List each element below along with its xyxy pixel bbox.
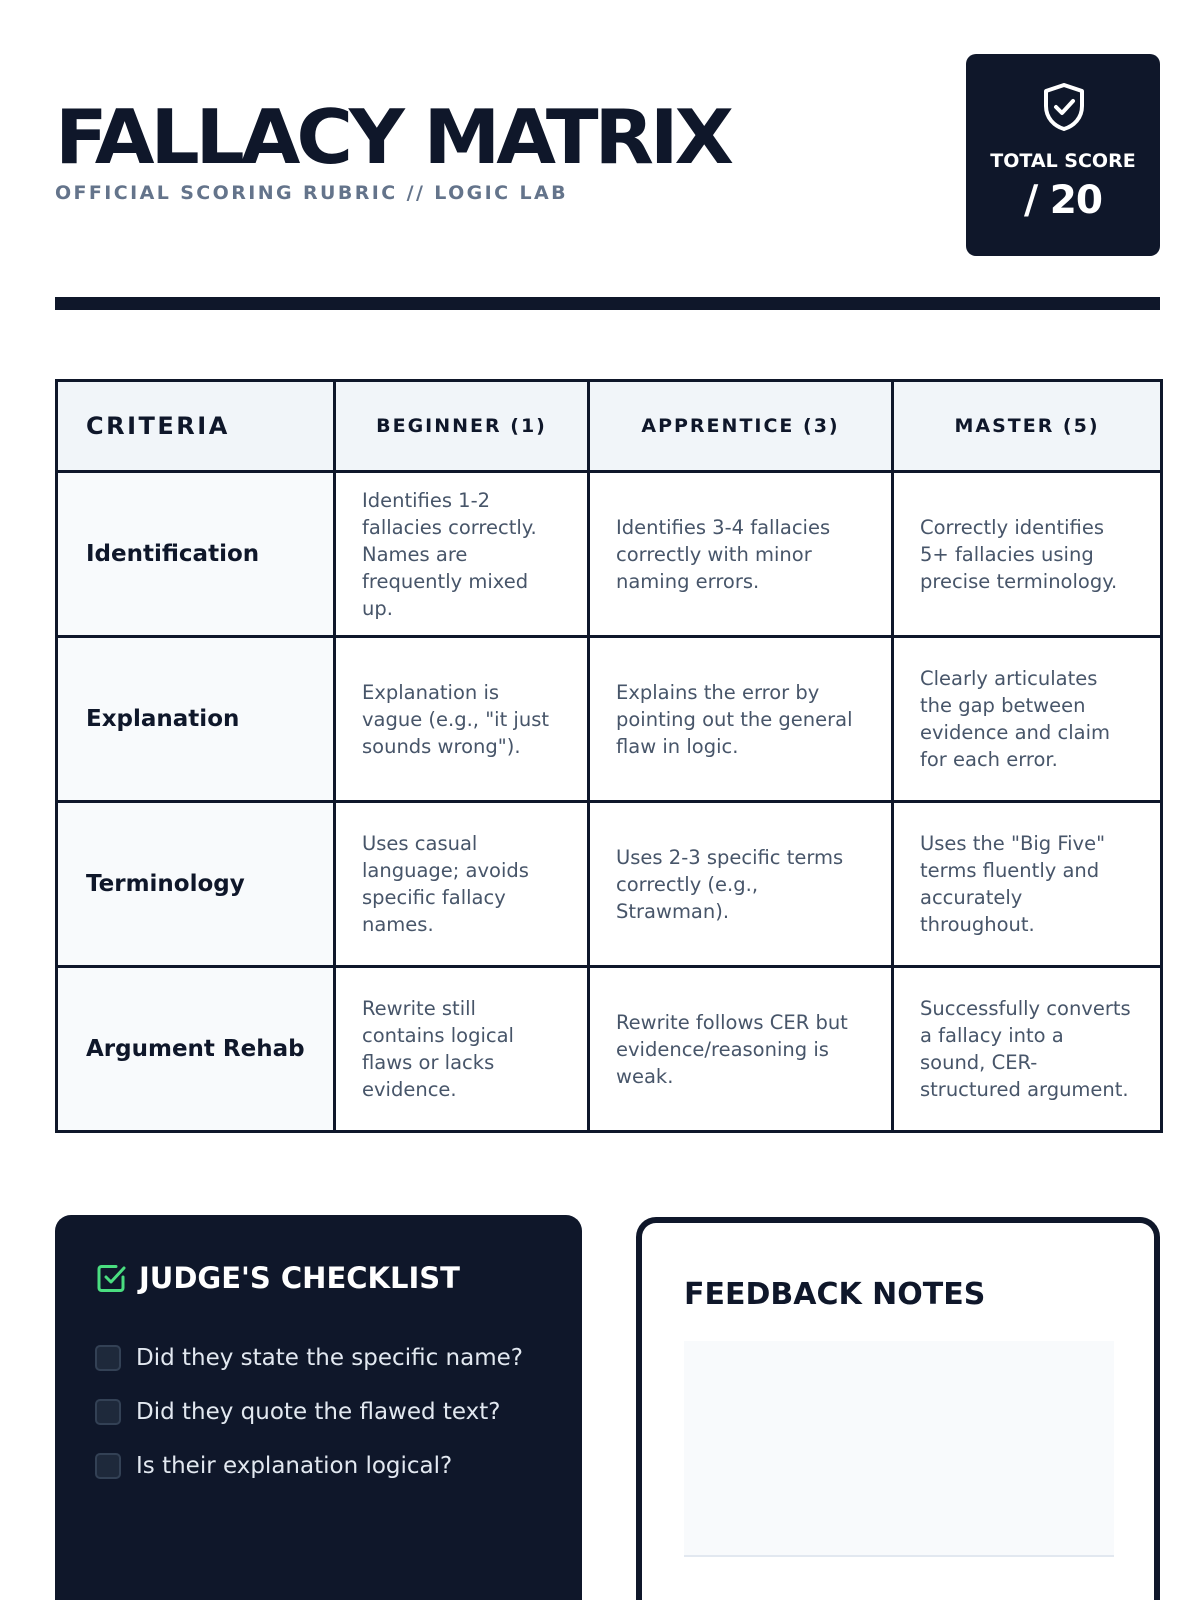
column-header-criteria: CRITERIA xyxy=(57,381,335,472)
apprentice-cell: Identifies 3-4 fallacies correctly with minor naming errors. xyxy=(589,472,893,637)
checklist-item-label: Did they state the specific name? xyxy=(136,1345,523,1371)
master-cell: Clearly articulates the gap between evidence and claim for each error. xyxy=(893,637,1162,802)
total-score-label: TOTAL SCORE xyxy=(990,150,1136,172)
header xyxy=(55,54,1160,256)
table-row xyxy=(57,967,1162,1132)
apprentice-cell: Explains the error by pointing out the general flaw in logic. xyxy=(589,637,893,802)
column-header-master: MASTER (5) xyxy=(893,381,1162,472)
shield-check-icon xyxy=(1042,82,1086,132)
apprentice-cell: Rewrite follows CER but evidence/reasoning is weak. xyxy=(589,967,893,1132)
beginner-cell: Explanation is vague (e.g., "it just sounds wrong"). xyxy=(335,637,589,802)
feedback-title: FEEDBACK NOTES xyxy=(684,1277,986,1312)
total-score-box xyxy=(966,54,1160,256)
column-header-apprentice: APPRENTICE (3) xyxy=(589,381,893,472)
checklist-item-label: Did they quote the flawed text? xyxy=(136,1399,501,1425)
criteria-cell: Identification xyxy=(57,472,335,637)
checklist-title: JUDGE'S CHECKLIST xyxy=(139,1261,460,1295)
checkbox[interactable] xyxy=(95,1399,121,1425)
page-subtitle: OFFICIAL SCORING RUBRIC // LOGIC LAB xyxy=(55,182,568,204)
apprentice-cell: Uses 2-3 specific terms correctly (e.g., Strawman). xyxy=(589,802,893,967)
beginner-cell: Identifies 1-2 fallacies correctly. Names are frequently mixed up. xyxy=(335,472,589,637)
master-cell: Correctly identifies 5+ fallacies using precise terminology. xyxy=(893,472,1162,637)
judges-checklist xyxy=(55,1215,582,1600)
column-header-beginner: BEGINNER (1) xyxy=(335,381,589,472)
page-title: FALLACY MATRIX xyxy=(55,93,730,181)
total-score-value: / 20 xyxy=(1023,178,1103,223)
feedback-notes-panel xyxy=(636,1217,1160,1600)
checklist-header xyxy=(95,1261,460,1295)
table-row xyxy=(57,802,1162,967)
rubric-table xyxy=(55,379,1163,1133)
checkbox[interactable] xyxy=(95,1453,121,1479)
criteria-cell: Terminology xyxy=(57,802,335,967)
beginner-cell: Rewrite still contains logical flaws or lacks evidence. xyxy=(335,967,589,1132)
master-cell: Uses the "Big Five" terms fluently and accurately throughout. xyxy=(893,802,1162,967)
header-divider xyxy=(55,297,1160,310)
feedback-notes-area[interactable] xyxy=(684,1341,1114,1557)
table-header-row xyxy=(57,381,1162,472)
criteria-cell: Argument Rehab xyxy=(57,967,335,1132)
table-row xyxy=(57,637,1162,802)
checklist-items xyxy=(95,1331,523,1493)
beginner-cell: Uses casual language; avoids specific fallacy names. xyxy=(335,802,589,967)
checkbox[interactable] xyxy=(95,1345,121,1371)
checklist-item-label: Is their explanation logical? xyxy=(136,1453,453,1479)
check-square-icon xyxy=(95,1262,127,1294)
master-cell: Successfully converts a fallacy into a sound, CER-structured argument. xyxy=(893,967,1162,1132)
criteria-cell: Explanation xyxy=(57,637,335,802)
checklist-item[interactable] xyxy=(95,1331,523,1385)
table-row xyxy=(57,472,1162,637)
checklist-item[interactable] xyxy=(95,1385,523,1439)
checklist-item[interactable] xyxy=(95,1439,523,1493)
